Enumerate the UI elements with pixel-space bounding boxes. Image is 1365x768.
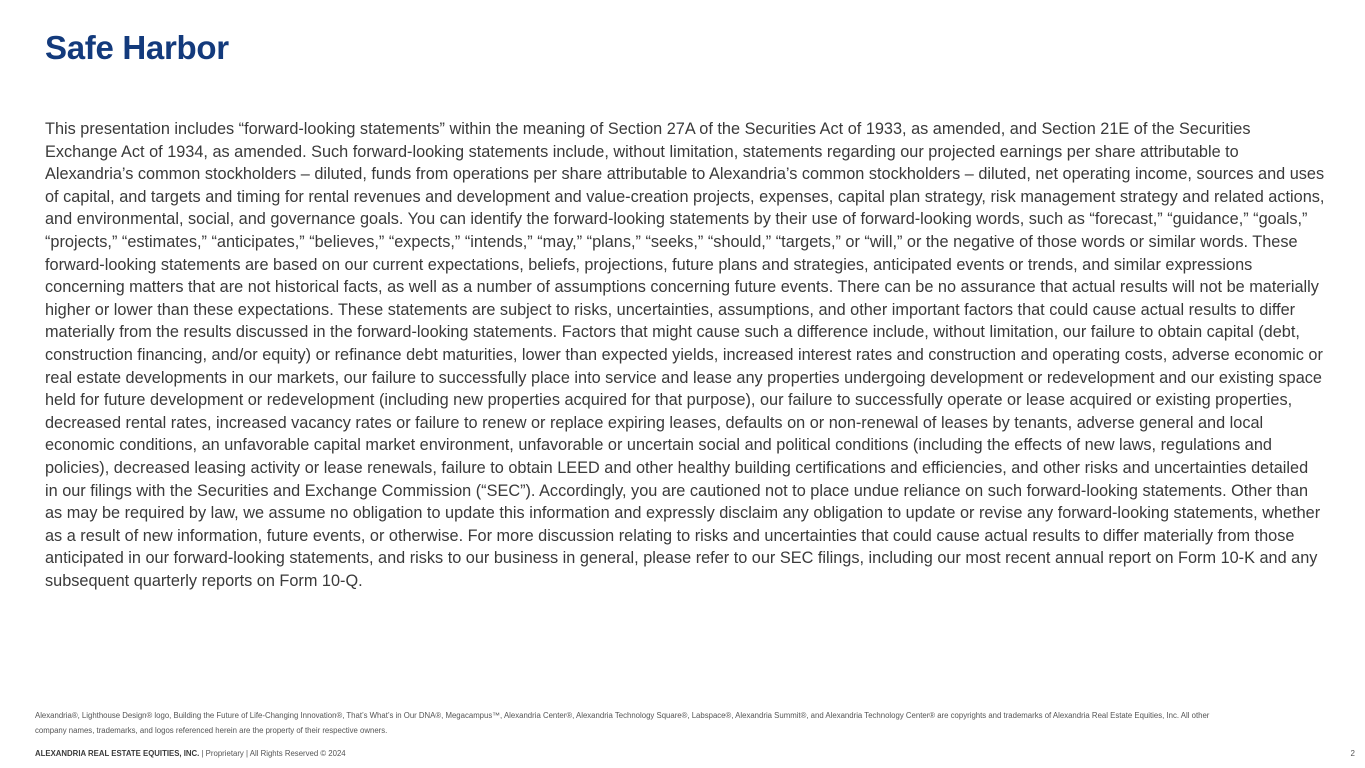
footer <box>35 748 346 760</box>
footer-company-name: ALEXANDRIA REAL ESTATE EQUITIES, INC. <box>35 749 200 758</box>
trademark-note: Alexandria®, Lighthouse Design® logo, Building the Future of Life-Changing Innovation®, That’s What’s in Our DNA®, Megacampus™, Alexandria Center®, Alexandria Technology Square®, Labspace®, Alexandria Summit®, and Alexandria Technology Center® are copyrights and trademarks of Alexandria Real Estate Equities, Inc. All other company names, trademarks, and logos referenced herein are the property of their respective owners. <box>35 711 1210 735</box>
page-title: Safe Harbor <box>45 29 229 66</box>
page-number: 2 <box>1350 749 1355 758</box>
footer-rights: | Proprietary | All Rights Reserved © 2024 <box>199 749 346 758</box>
safe-harbor-paragraph: This presentation includes “forward-looking statements” within the meaning of Section 27A of the Securities Act of 1933, as amended, and Section 21E of the Securities Exchange Act of 1934, as amended. Such forward-looking statements include, without limitation, statements regarding our projected earnings per share attributable to Alexandria’s common stockholders – diluted, funds from operations per share attributable to Alexandria’s common stockholders – diluted, net operating income, sources and uses of capital, and targets and timing for rental revenues and development and value-creation projects, expenses, capital plan strategy, risk management strategy and related actions, and environmental, social, and governance goals. You can identify the forward-looking statements by their use of forward-looking words, such as “forecast,” “guidance,” “goals,” “projects,” “estimates,” “anticipates,” “believes,” “expects,” “intends,” “may,” “plans,” “seeks,” “should,” “targets,” or “will,” or the negative of those words or similar words. These forward-looking statements are based on our current expectations, beliefs, projections, future plans and strategies, anticipated events or trends, and similar expressions concerning matters that are not historical facts, as well as a number of assumptions concerning future events. There can be no assurance that actual results will not be materially higher or lower than these expectations. These statements are subject to risks, uncertainties, assumptions, and other important factors that could cause actual results to differ materially from the results discussed in the forward-looking statements. Factors that might cause such a difference include, without limitation, our failure to obtain capital (debt, construction financing, and/or equity) or refinance debt maturities, lower than expected yields, increased interest rates and construction and operating costs, adverse economic or real estate developments in our markets, our failure to successfully place into service and lease any properties undergoing development or redevelopment and our existing space held for future development or redevelopment (including new properties acquired for that purpose), our failure to successfully operate or lease acquired or existing properties, decreased rental rates, increased vacancy rates or failure to renew or replace expiring leases, defaults on or non-renewal of leases by tenants, adverse general and local economic conditions, an unfavorable capital market environment, unfavorable or uncertain social and political conditions (including the effects of new laws, regulations and policies), decreased leasing activity or lease renewals, failure to obtain LEED and other healthy building certifications and efficiencies, and other risks and uncertainties detailed in our filings with the Securities and Exchange Commission (“SEC”). Accordingly, you are cautioned not to place undue reliance on such forward-looking statements. Other than as may be required by law, we assume no obligation to update this information and expressly disclaim any obligation to update or revise any forward-looking statements, whether as a result of new information, future events, or otherwise. For more discussion relating to risks and uncertainties that could cause actual results to differ materially from those anticipated in our forward-looking statements, and risks to our business in general, please refer to our SEC filings, including our most recent annual report on Form 10-K and any subsequent quarterly reports on Form 10-Q. <box>45 120 1325 590</box>
